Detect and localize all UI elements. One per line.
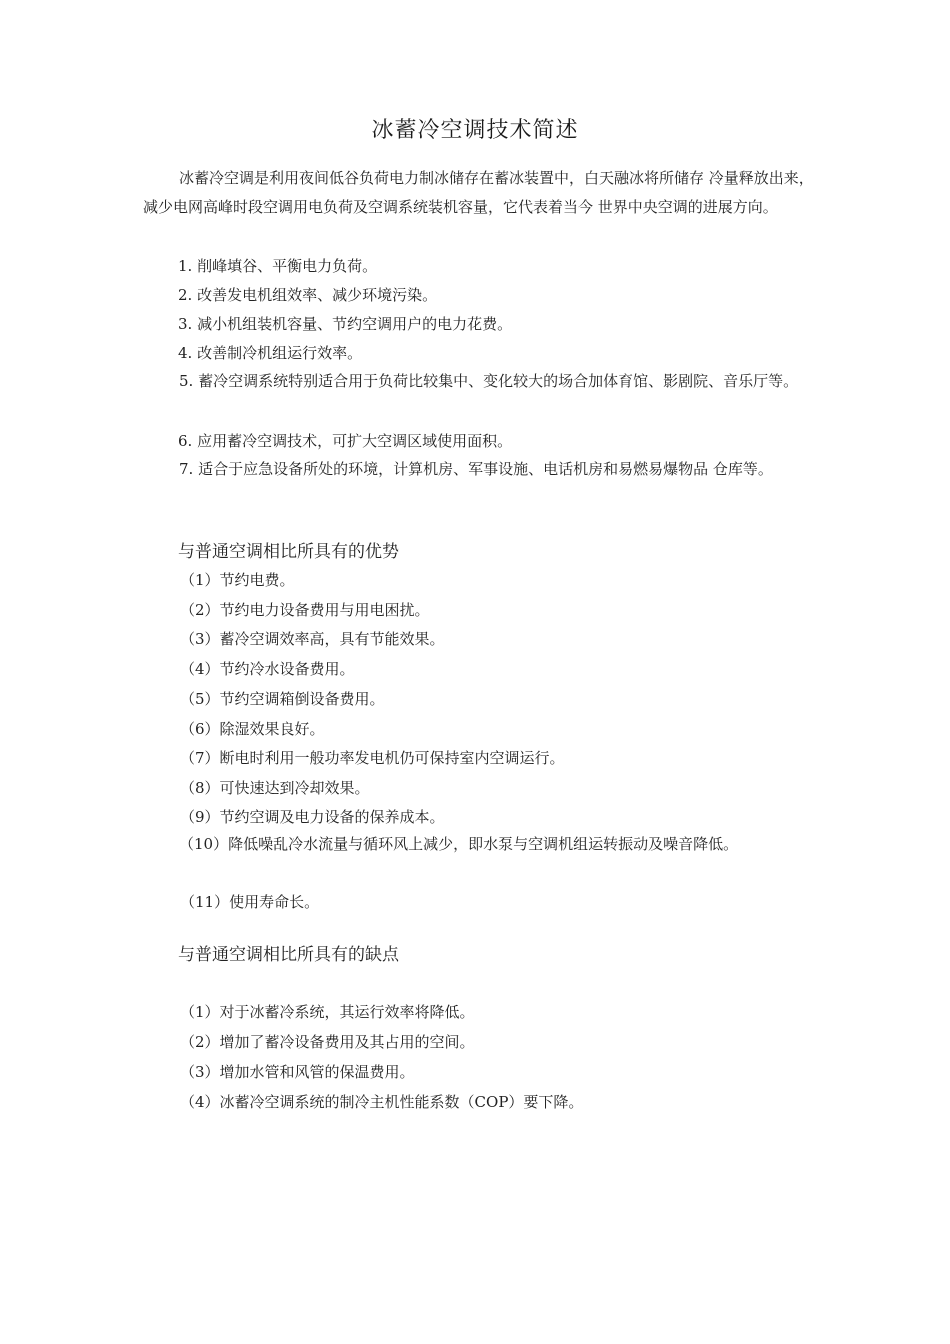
benefit-item-6: 6. 应用蓄冷空调技术，可扩大空调区域使用面积。 <box>178 432 513 450</box>
advantage-item-10: （10）降低噪乱冷水流量与循环风上减少，即水泵与空调机组运转振动及噪音降低。 <box>179 835 739 853</box>
benefit-item-1: 1. 削峰填谷、平衡电力负荷。 <box>178 257 378 275</box>
page-title: 冰蓄冷空调技术简述 <box>371 118 579 143</box>
advantage-item-3: （3）蓄冷空调效率高，具有节能效果。 <box>180 630 445 648</box>
advantage-item-4: （4）节约冷水设备费用。 <box>180 660 355 678</box>
advantage-item-6: （6）除湿效果良好。 <box>180 720 325 738</box>
advantage-item-9: （9）节约空调及电力设备的保养成本。 <box>180 808 445 826</box>
advantage-item-8: （8）可快速达到冷却效果。 <box>180 779 370 797</box>
disadvantage-item-1: （1）对于冰蓄冷系统，其运行效率将降低。 <box>180 1003 475 1021</box>
benefit-item-3: 3. 减小机组装机容量、节约空调用户的电力花费。 <box>178 315 513 333</box>
benefit-item-5: 5. 蓄冷空调系统特别适合用于负荷比较集中、变化较大的场合加体育馆、影剧院、音乐厅等。 <box>179 372 799 390</box>
advantages-heading: 与普通空调相比所具有的优势 <box>178 542 399 562</box>
disadvantage-item-3: （3）增加水管和风管的保温费用。 <box>180 1063 415 1081</box>
advantage-item-1: （1）节约电费。 <box>180 571 295 589</box>
disadvantages-heading: 与普通空调相比所具有的缺点 <box>178 945 399 965</box>
benefit-item-4: 4. 改善制冷机组运行效率。 <box>178 344 363 362</box>
advantage-item-5: （5）节约空调箱倒设备费用。 <box>180 690 385 708</box>
benefit-item-7: 7. 适合于应急设备所处的环境，计算机房、军事设施、电话机房和易燃易爆物品 仓库等。 <box>179 460 773 478</box>
advantage-item-7: （7）断电时利用一般功率发电机仍可保持室内空调运行。 <box>180 749 565 767</box>
advantage-item-11: （11）使用寿命长。 <box>180 893 320 911</box>
disadvantage-item-2: （2）增加了蓄冷设备费用及其占用的空间。 <box>180 1033 475 1051</box>
advantage-item-2: （2）节约电力设备费用与用电困扰。 <box>180 601 430 619</box>
intro-paragraph: 冰蓄冷空调是利用夜间低谷负荷电力制冰储存在蓄冰装置中，白天融冰将所储存 冷量释放出来，减少电网高峰时段空调用电负荷及空调系统装机容量，它代表着当今 世界中央空调的进展方向。 <box>143 169 814 216</box>
benefit-item-2: 2. 改善发电机组效率、减少环境污染。 <box>178 286 438 304</box>
disadvantage-item-4: （4）冰蓄冷空调系统的制冷主机性能系数（COP）要下降。 <box>180 1093 584 1111</box>
